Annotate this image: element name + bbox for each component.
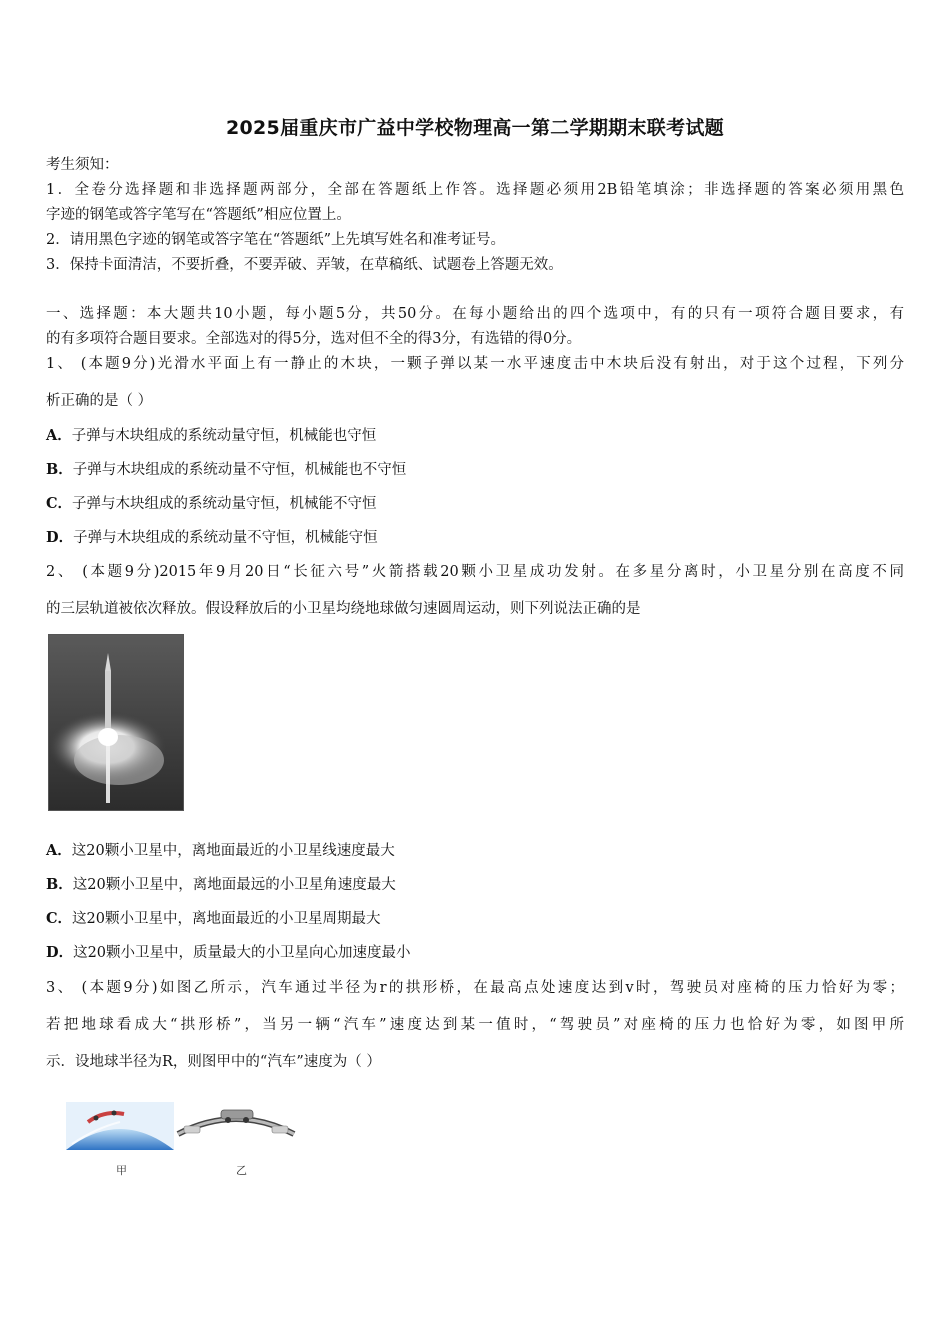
rocket-launch-illustration [49,635,183,810]
question-2-stem: 2、 (本题9分)2015年9月20日“长征六号”火箭搭载20颗小卫星成功发射。在多星分离时，小卫星分别在高度不同 [46,564,904,580]
notice-line: 1．全卷分选择题和非选择题两部分，全部在答题纸上作答。选择题必须用2B铅笔填涂；非选择题的答案必须用黑色 [46,182,904,198]
option-label: B． [46,876,73,893]
question-3-stem: 3、 (本题9分)如图乙所示，汽车通过半径为r的拱形桥，在最高点处速度达到v时，驾驶员对座椅的压力恰好为零； [46,980,904,996]
option-text: 这20颗小卫星中，质量最大的小卫星向心加速度最小 [73,945,411,961]
notice-line: 3．保持卡面清洁，不要折叠，不要弄破、弄皱，在草稿纸、试题卷上答题无效。 [46,257,563,273]
option-label: D． [46,529,74,546]
option-label: B． [46,461,73,478]
option-label: C． [46,495,73,512]
question-2-stem: 的三层轨道被依次释放。假设释放后的小卫星均绕地球做匀速圆周运动，则下列说法正确的是 [46,601,641,617]
bridge-earth-illustration [66,1100,306,1160]
question-3-stem: 若把地球看成大“拱形桥”，当另一辆“汽车”速度达到某一值时，“驾驶员”对座椅的压力也恰好为零，如图甲所 [46,1017,904,1033]
rocket-launch-image [48,634,184,811]
notice-header: 考生须知： [46,157,119,173]
option-text: 子弹与木块组成的系统动量不守恒，机械能守恒 [73,530,378,546]
figure-label-yi: 乙 [236,1164,247,1177]
option-text: 这20颗小卫星中，离地面最远的小卫星角速度最大 [72,877,396,893]
option-label: C． [46,910,73,927]
notice-line: 2．请用黑色字迹的钢笔或答字笔在“答题纸”上先填写姓名和准考证号。 [46,232,506,248]
question-1-stem: 1、 (本题9分)光滑水平面上有一静止的木块，一颗子弹以某一水平速度击中木块后没有射出，对于这个过程，下列分 [46,356,904,372]
q1-option-c [46,492,377,513]
page-title: 2025届重庆市广益中学校物理高一第二学期期末联考试题 [226,117,724,139]
option-text: 子弹与木块组成的系统动量守恒，机械能不守恒 [72,496,377,512]
question-1-stem: 析正确的是（ ） [46,393,153,409]
option-label: A． [46,427,72,444]
q1-option-d [46,526,378,547]
q3-figure [66,1100,306,1190]
notice-line: 字迹的钢笔或答字笔写在“答题纸”相应位置上。 [46,207,351,223]
option-text: 子弹与木块组成的系统动量守恒，机械能也守恒 [71,428,377,444]
option-label: A． [46,842,72,859]
figure-label-jia: 甲 [116,1164,127,1177]
option-text: 这20颗小卫星中，离地面最近的小卫星线速度最大 [71,843,395,859]
option-text: 子弹与木块组成的系统动量不守恒，机械能也不守恒 [72,462,407,478]
option-label: D． [46,944,74,961]
q2-option-a [46,839,395,860]
section-intro: 一、选择题：本大题共10小题，每小题5分，共50分。在每小题给出的四个选项中，有的只有一项符合题目要求，有 [46,306,904,322]
question-3-stem: 示．设地球半径为R，则图甲中的“汽车”速度为（ ） [46,1054,381,1070]
option-text: 这20颗小卫星中，离地面最近的小卫星周期最大 [72,911,381,927]
q1-option-a [46,424,376,445]
q2-option-c [46,907,381,928]
q2-option-b [46,873,396,894]
q1-option-b [46,458,406,479]
section-intro: 的有多项符合题目要求。全部选对的得5分，选对但不全的得3分，有选错的得0分。 [46,331,582,347]
q2-option-d [46,941,411,962]
